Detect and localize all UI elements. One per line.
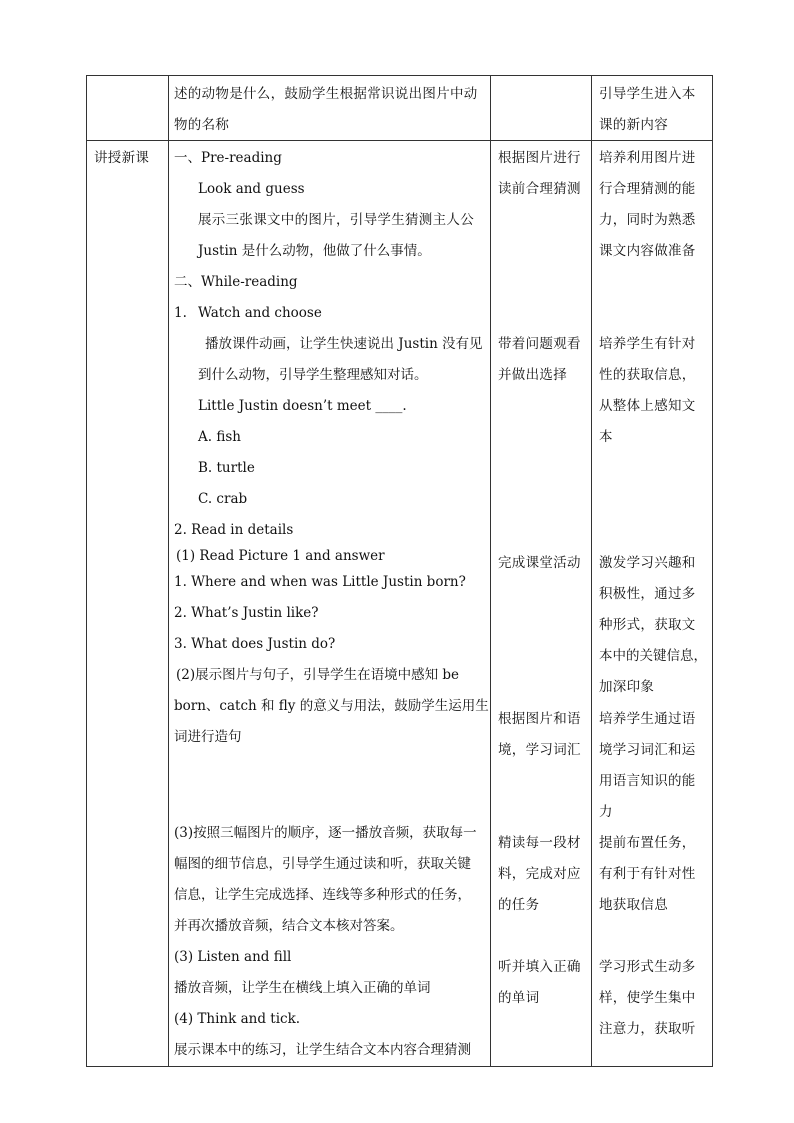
student-activity-line: 并做出选择 [498, 367, 567, 383]
intent-line: 力 [599, 804, 613, 820]
intent-line: 本 [599, 429, 613, 445]
lesson-plan-table [86, 75, 713, 1067]
intent-line: 提前布置任务， [599, 835, 696, 851]
section-heading: 二、While-reading [174, 274, 298, 290]
activity-desc-line: (3)按照三幅图片的顺序，逐一播放音频，获取每一 [174, 825, 477, 841]
step-title: Watch and choose [198, 305, 322, 321]
intent-line: 积极性，通过多 [599, 586, 696, 602]
option-item: A. fish [198, 429, 241, 445]
activity-desc-line: born、catch 和 fly 的意义与用法，鼓励学生运用生 [174, 698, 489, 714]
intent-line: 激发学习兴趣和 [599, 555, 696, 571]
table-row [87, 76, 713, 141]
sub-step-title: (1) Read Picture 1 and answer [176, 548, 385, 564]
activity-desc-line: 信息，让学生完成选择、连线等多种形式的任务， [174, 887, 471, 903]
student-activity-line: 根据图片进行 [498, 150, 581, 166]
student-activity-cell [491, 141, 592, 1067]
activity-desc-line: 并再次播放音频，结合文本核对答案。 [174, 918, 404, 934]
intent-line: 课文内容做准备 [599, 243, 696, 259]
intent-line: 培养学生通过语 [599, 711, 696, 727]
intent-line: 培养利用图片进 [599, 150, 696, 166]
intent-line: 有利于有针对性 [599, 866, 696, 882]
student-activity-line: 读前合理猜测 [498, 181, 581, 197]
intent-line: 样，使学生集中 [599, 990, 696, 1006]
student-activity-line: 带着问题观看 [498, 336, 581, 352]
question-line: 1. Where and when was Little Justin born? [174, 574, 466, 590]
student-activity-line: 听并填入正确 [498, 959, 581, 975]
intent-line: 性的获取信息， [599, 367, 696, 383]
student-activity-line: 完成课堂活动 [498, 555, 581, 571]
activity-desc-line: 词进行造句 [174, 729, 242, 745]
activity-title: Look and guess [198, 181, 305, 197]
activity-desc-line: 展示课本中的练习，让学生结合文本内容合理猜测 [174, 1042, 471, 1058]
intent-line: 课的新内容 [599, 117, 668, 133]
student-activity-line: 料，完成对应 [498, 866, 581, 882]
intent-line: 行合理猜测的能 [599, 181, 696, 197]
procedure-cell [169, 141, 491, 1067]
student-activity-cell-empty [491, 76, 592, 141]
design-intent-cell [592, 141, 713, 1067]
intent-line: 培养学生有针对 [599, 336, 696, 352]
intent-line: 引导学生进入本 [599, 86, 696, 102]
student-activity-line: 的任务 [498, 897, 540, 913]
intent-line: 注意力，获取听 [599, 1021, 696, 1037]
student-activity-line: 精读每一段材 [498, 835, 581, 851]
procedure-cell [169, 76, 491, 141]
table-row [87, 141, 713, 1067]
section-heading: 一、Pre-reading [174, 150, 282, 166]
intent-line: 从整体上感知文 [599, 398, 696, 414]
student-activity-line: 的单词 [498, 990, 540, 1006]
activity-desc-line: 播放课件动画，让学生快速说出 Justin 没有见 [205, 336, 483, 352]
option-item: C. crab [198, 491, 248, 507]
sub-step-title: (3) Listen and fill [174, 949, 292, 965]
design-intent-cell [592, 76, 713, 141]
student-activity-line: 境，学习词汇 [498, 742, 581, 758]
procedure-line: 述的动物是什么，鼓励学生根据常识说出图片中动 [174, 86, 478, 102]
activity-desc-line: (2)展示图片与句子，引导学生在语境中感知 be [176, 667, 460, 683]
activity-desc-line: 到什么动物，引导学生整理感知对话。 [198, 367, 428, 383]
question-line: 3. What does Justin do? [174, 636, 336, 652]
sub-step-title: (4) Think and tick. [174, 1011, 301, 1027]
student-activity-line: 根据图片和语 [498, 711, 581, 727]
step-title: 2. Read in details [174, 522, 294, 538]
intent-line: 用语言知识的能 [599, 773, 696, 789]
intent-line: 学习形式生动多 [599, 959, 696, 975]
step-number: 1. [174, 305, 187, 321]
intent-line: 境学习词汇和运 [599, 742, 696, 758]
intent-line: 地获取信息 [599, 897, 668, 913]
option-item: B. turtle [198, 460, 255, 476]
activity-desc-line: 幅图的细节信息，引导学生通过读和听，获取关键 [174, 856, 471, 872]
procedure-line: 物的名称 [174, 117, 230, 133]
intent-line: 种形式，获取文 [599, 617, 696, 633]
stage-cell [87, 141, 169, 1067]
question-line: 2. What’s Justin like? [174, 605, 319, 621]
stage-label: 讲授新课 [94, 150, 150, 166]
question-line: Little Justin doesn’t meet ____. [198, 398, 407, 414]
intent-line: 本中的关键信息， [599, 648, 707, 664]
activity-desc-line: 展示三张课文中的图片，引导学生猜测主人公 [198, 212, 474, 228]
intent-line: 力，同时为熟悉 [599, 212, 696, 228]
intent-line: 加深印象 [599, 679, 655, 695]
stage-cell-empty [87, 76, 169, 141]
activity-desc-line: Justin 是什么动物，他做了什么事情。 [198, 243, 431, 259]
activity-desc-line: 播放音频，让学生在横线上填入正确的单词 [174, 980, 431, 996]
